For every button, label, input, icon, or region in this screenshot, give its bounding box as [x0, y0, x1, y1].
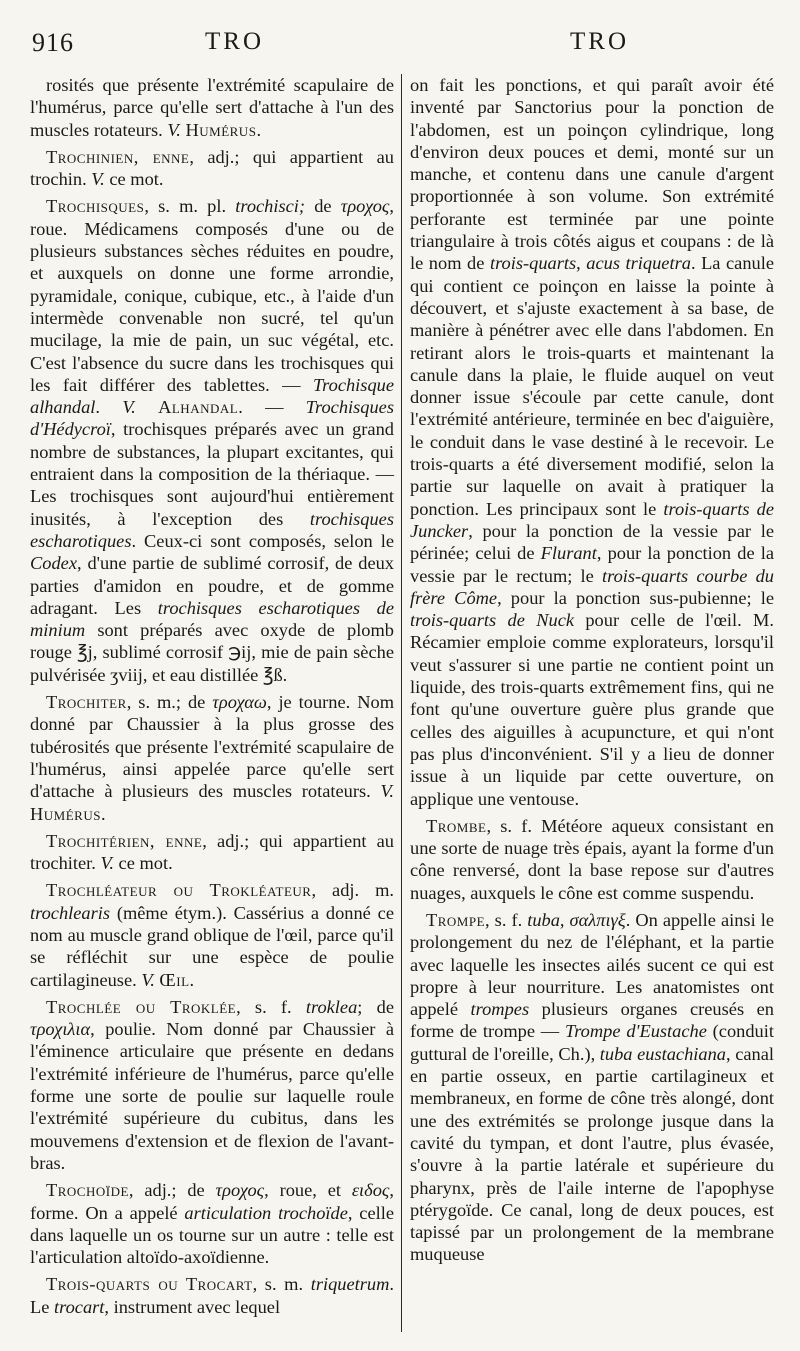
entry-text: , pour la ponction de la vessie par le rectum; le	[410, 543, 774, 586]
entry-text: , adj.; qui appartient au trochin.	[30, 146, 394, 190]
entry-text: , forme. On a appelé	[30, 1180, 394, 1223]
entry-text: σαλπιγξ	[569, 909, 626, 930]
entry-text: , pour la ponction sus-pubienne; le	[497, 587, 774, 608]
entry-text: , roue, et	[264, 1180, 352, 1201]
entry-text: , adj. m.	[311, 880, 395, 901]
entry-trochiter	[30, 691, 394, 825]
entry-text: articulation trochoïde	[184, 1202, 348, 1223]
entry-text: , s. f.	[485, 909, 528, 930]
headword: Trochléateur ou Trokléateur	[46, 880, 312, 901]
entry-text: V.	[167, 119, 181, 140]
entry-text: tuba	[527, 909, 560, 930]
entry-text: , s. m.; de	[126, 692, 213, 713]
entry-trois-quarts-cont	[410, 74, 774, 810]
entry-text: .	[100, 803, 106, 824]
entry-text: . Ceux-ci sont composés, selon le	[131, 530, 394, 551]
headword: Trochiter	[46, 692, 127, 713]
left-column	[30, 74, 394, 1323]
entry-text: , s. f.	[236, 996, 306, 1017]
headword: Trois-quarts ou Trocart	[46, 1274, 253, 1295]
entry-text: acus triquetra	[586, 253, 691, 274]
headword: Alhandal	[158, 397, 239, 418]
entry-text: Trompe d'Eustache	[565, 1021, 707, 1042]
entry-text: ,	[559, 909, 570, 930]
entry-text: rosités que présente l'extrémité scapulaire de l'humérus, parce qu'elle sert d'attache à l'un des muscles rotateurs.	[30, 75, 394, 140]
entry-trochoide	[30, 1179, 394, 1268]
entry-trompe	[410, 909, 774, 1266]
entry-text: .	[256, 119, 262, 140]
headword: Trochisques	[46, 196, 145, 217]
entry-trochleateur	[30, 879, 394, 990]
headword: Trochlée ou Troklée	[46, 996, 237, 1017]
entry-text: .	[189, 969, 195, 990]
headword: Trochitérien, enne	[46, 830, 203, 851]
entry-text: Trochisque alhandal	[30, 374, 394, 418]
entry-text: troklea	[305, 996, 358, 1017]
entry-text: Trochisques d'Hédycroï	[30, 397, 394, 440]
entry-text: ce mot.	[104, 169, 164, 190]
entry-text: trois-quarts de Juncker	[410, 498, 774, 541]
entry-text: V.	[141, 969, 155, 990]
entry-text: Codex	[30, 553, 77, 574]
entry-text: , pour la ponction de la vessie par le périnée; celui de	[410, 520, 774, 564]
entry-text: ; de	[357, 996, 394, 1017]
entry-text: trois-quarts courbe du frère Côme	[410, 565, 774, 608]
entry-text: trochisci;	[235, 196, 306, 217]
entry-cont-humerus	[30, 74, 394, 141]
entry-text: (conduit guttural de l'oreille, Ch.),	[410, 1021, 774, 1064]
entry-text: , celle dans laquelle un os tourne sur un autre : telle est l'articulation altoïdo-axoïdienne.	[30, 1202, 394, 1268]
entry-text: on fait les ponctions, et qui paraît avoir été inventé par Sanctorius pour la ponction de l'abdomen, est un poinçon cylindrique, long d'environ deux pouces et demi, monté sur un manche, et contenu dans une canule d'argent proportionnée à son volume. Son extrémité perforante est terminée par une pointe triangulaire à trois côtés aigus et coupans : de là le nom de	[410, 75, 774, 274]
entry-text: V.	[380, 781, 394, 802]
headword: Humérus	[30, 803, 101, 824]
entry-text: τροχαω	[212, 692, 267, 713]
entry-text: , canal en partie osseux, en partie cartilagineux et membraneux, en forme de cône très alongé, dont une des extrémités se prolonge jusque dans la cavité du tympan, et dont l'autre, plus évasée, s'ouvre à la partie latérale et supérieure du pharynx, près de l'aile interne de l'apophyse ptérygoïde. Ce canal, long de deux pouces, est tapissé par un prolongement de la membrane muqueuse	[410, 1043, 774, 1265]
entry-text: . —	[238, 397, 306, 418]
right-column	[410, 74, 774, 1271]
entry-text: ce mot.	[113, 853, 173, 874]
entry-text: , s. m.	[252, 1274, 311, 1295]
entry-text: , adj.; qui appartient au trochiter.	[30, 830, 394, 874]
entry-text: . On appelle ainsi le prolongement du nez de l'éléphant, et la partie avec laquelle les insectes ailés sucent ce qui est propre à leur nourriture. Les anatomistes ont appelé	[410, 909, 774, 1020]
entry-text: trocart	[54, 1296, 105, 1317]
page-number: 916	[32, 28, 74, 57]
entry-trochinien	[30, 146, 394, 191]
entry-trochlee	[30, 996, 394, 1174]
entry-text: V.	[122, 397, 136, 418]
entry-text: , s. f. Météore aqueux consistant en une sorte de nuage très épais, ayant la forme d'un cône renversé, dont la base repose sur d'autres nuages, auxquels le cône est comme suspendu.	[410, 815, 774, 903]
dictionary-page	[30, 22, 775, 1332]
entry-text: . La canule qui contient ce poinçon en laisse la pointe à découvert, et s'ajuste exactement à sa base, de manière à pénétrer avec elle dans l'abdomen. En retirant alors le trois-quarts et maintenant la canule dans la plaie, le fluide auquel on veut donner issue s'écoule par cette canule, dont l'extrémité antérieure, terminée en bec d'aiguière, le conduit dans le vase destiné à le recevoir. Le trois-quarts a été diversement modifié, selon la partie sur laquelle on avait à pratiquer la ponction. Les principaux sont le	[410, 253, 774, 519]
headword: Humérus	[185, 119, 257, 140]
entry-text: .	[95, 397, 123, 418]
entry-text: , poulie. Nom donné par Chaussier à l'éminence articulaire que présente en dedans l'extrémité inférieure de l'humérus, parce qu'elle forme une sorte de poulie sur laquelle roule l'extrémité supérieure du cubitus, dans les mouvemens d'extension et de flexion de l'avant-bras.	[30, 1019, 394, 1173]
entry-text: trochisques escharotiques de minium	[30, 597, 395, 641]
entry-text: , d'une partie de sublimé corrosif, de deux parties d'amidon en poudre, et de gomme adragant. Les	[30, 553, 394, 618]
entry-text: trois-quarts de Nuck	[410, 610, 575, 631]
entry-text: V.	[100, 853, 114, 874]
entry-text: τροχος	[340, 196, 390, 217]
entry-text: , je tourne. Nom donné par Chaussier à la plus grosse des tubérosités que présente l'extrémité scapulaire de l'humérus, ainsi appelée parce qu'elle sert d'attache à plusieurs des muscles rotateurs.	[30, 692, 394, 802]
entry-text: . Le	[30, 1274, 394, 1317]
entry-text: trochlearis	[30, 902, 111, 923]
entry-text: trois-quarts	[489, 253, 577, 274]
entry-text: trochisques escharotiques	[30, 508, 394, 551]
entry-text: Flurant	[540, 543, 597, 564]
headword: Trochinien, enne	[46, 146, 190, 167]
headword: Trompe	[426, 909, 486, 930]
entry-text: pour celle de l'œil. M. Récamier emploie comme explorateurs, lorsqu'il veut s'assurer si une partie ne contient point un liquide, des trois-quarts extrêmement fins, qui ne font qu'une ouverture guère plus grande que celles des aiguilles à acupuncture, et qui n'ont pas plus d'inconvénient. S'il y a lieu de donner issue à un liquide par cette ouverture, on applique une ventouse.	[410, 610, 774, 809]
entry-text: τροχιλια	[30, 1019, 91, 1040]
entry-text: trompes	[470, 999, 530, 1020]
entry-trois-quarts	[30, 1273, 394, 1318]
entry-text: triquetrum	[310, 1274, 390, 1295]
entry-text: de	[305, 196, 341, 217]
headword: Trombe	[426, 815, 487, 836]
entry-text: , s. m. pl.	[144, 196, 236, 217]
headword: Œil	[159, 969, 190, 990]
entry-text: sont préparés avec oxyde de plomb rouge ℥j, sublimé corrosif ℈ij, mie de pain sèche pulvérisée ʒviij, et eau distillée ℥ß.	[30, 620, 394, 685]
entry-text: , roue. Médicamens composés d'une ou de plusieurs substances sèches réduites en poudre, et auxquels on donne une forme arrondie, pyramidale, conique, cubique, etc., à l'aide d'un intermède convenable non sucré, tel qu'un mucilage, la mie de pain, un suc végétal, etc. C'est l'absence du sucre dans les trochisques qui les fait différer des tablettes. —	[30, 196, 394, 395]
entry-text: ειδος	[351, 1180, 390, 1201]
entry-text: , instrument avec lequel	[104, 1296, 281, 1317]
entry-text	[136, 397, 158, 417]
entry-text: (même étym.). Cassérius a donné ce nom au muscle grand oblique de l'œil, parce qu'il se réfléchit sur une espèce de poulie cartilagineuse.	[30, 902, 394, 990]
column-divider	[401, 74, 402, 1332]
entry-trochisques	[30, 195, 394, 686]
entry-text: , adj.; de	[128, 1180, 216, 1201]
entry-text: tuba eustachiana	[599, 1043, 726, 1064]
entry-text: V.	[91, 169, 105, 190]
entry-trochiterien	[30, 830, 394, 875]
running-head-right: TRO	[570, 28, 629, 55]
entry-text: , trochisques préparés avec un grand nombre de substances, la plupart excitantes, qui entraient dans la composition de la thériaque. — Les trochisques sont aujourd'hui entièrement inusités, à l'exception des	[30, 419, 394, 529]
entry-text: ,	[576, 253, 587, 274]
headword: Trochoïde	[46, 1180, 129, 1201]
page-header	[30, 22, 775, 66]
entry-text: τροχος	[215, 1180, 265, 1201]
entry-text: plusieurs organes creusés en forme de trompe —	[410, 999, 774, 1042]
entry-trombe	[410, 815, 774, 904]
running-head-left: TRO	[205, 28, 264, 55]
